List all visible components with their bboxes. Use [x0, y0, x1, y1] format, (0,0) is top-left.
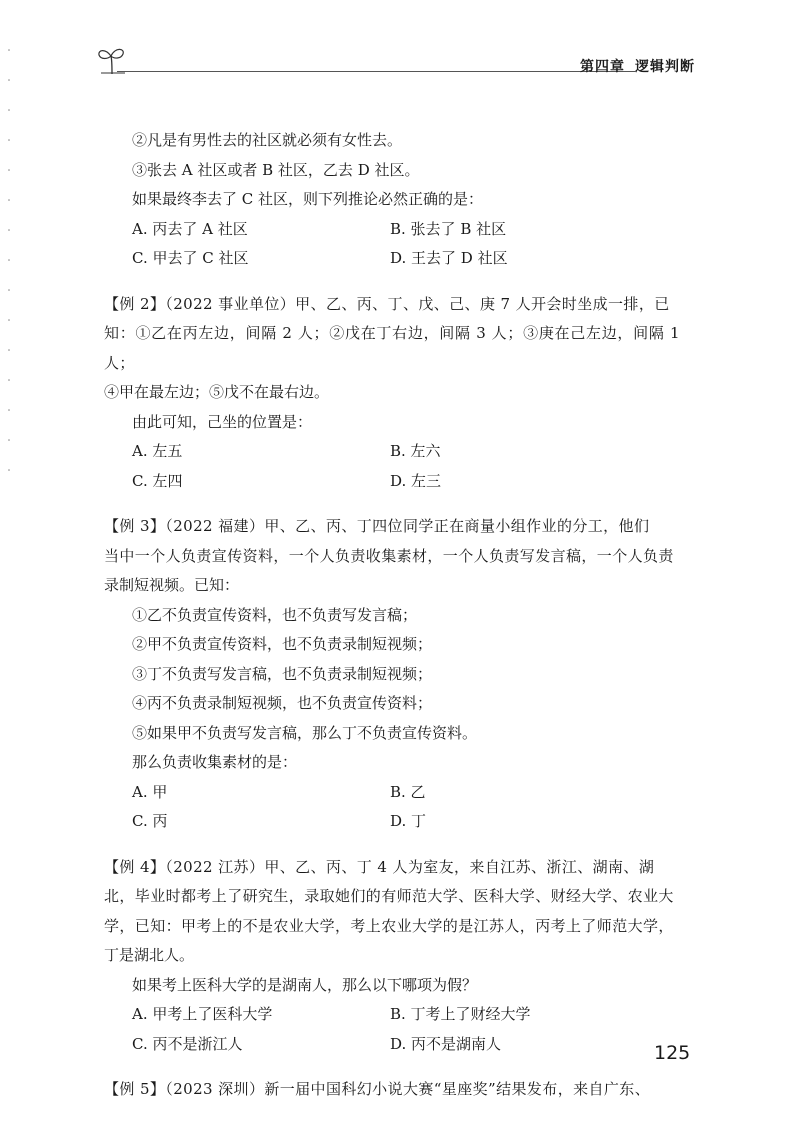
answer-options: [104, 437, 680, 496]
example-text-line: 丁是湖北人。: [104, 946, 195, 964]
example-text-line: 【例 4】（2022 江苏）甲、乙、丙、丁 4 人为室友，来自江苏、浙江、湖南、湖: [104, 857, 655, 876]
option-a: A. 甲: [132, 782, 168, 801]
option-c: C. 甲去了 C 社区: [132, 249, 249, 267]
example-5: [104, 1075, 680, 1105]
example-text-line: 北，毕业时都考上了研究生，录取她们的有师范大学、医科大学、财经大学、农业大: [104, 887, 674, 905]
example-text-line: 录制短视频。已知：: [104, 576, 240, 594]
chapter-title: [570, 56, 695, 76]
condition-line: ②甲不负责宣传资料，也不负责录制短视频；: [132, 635, 433, 653]
example-text-line: 【例 2】（2022 事业单位）甲、乙、丙、丁、戊、己、庚 7 人开会时坐成一排，已: [104, 294, 670, 313]
option-a: A. 甲考上了医科大学: [132, 1005, 273, 1023]
example-4: [104, 853, 680, 1060]
answer-options: [104, 1000, 680, 1059]
question-stem: 由此可知，己坐的位置是：: [132, 412, 313, 431]
example-text-line: 知：①乙在丙左边，间隔 2 人；②戊在丁右边，间隔 3 人；③庚在己左边，间隔 1 人；: [104, 324, 680, 372]
example-text-line: ④甲在最左边；⑤戊不在最右边。: [104, 383, 330, 401]
example-text-line: 学，已知：甲考上的不是农业大学，考上农业大学的是江苏人，丙考上了师范大学，: [104, 916, 674, 935]
condition-line: ⑤如果甲不负责写发言稿，那么丁不负责宣传资料。: [132, 723, 478, 742]
option-d: D. 王去了 D 社区: [390, 249, 508, 267]
example-2: [104, 290, 680, 497]
option-a: A. 左五: [132, 442, 183, 460]
page-body: [104, 126, 680, 1105]
question-stem: 如果考上医科大学的是湖南人，那么以下哪项为假？: [132, 975, 478, 994]
question-stem: 如果最终李去了 C 社区，则下列推论必然正确的是：: [132, 190, 484, 208]
running-header: [95, 44, 695, 76]
option-d: D. 左三: [390, 471, 442, 490]
condition-line: ④丙不负责录制短视频，也不负责宣传资料；: [132, 694, 433, 712]
option-a: A. 丙去了 A 社区: [132, 219, 248, 238]
condition-line: ③丁不负责写发言稿，也不负责录制短视频；: [132, 664, 433, 683]
option-b: B. 左六: [390, 442, 441, 460]
option-c: C. 丙: [132, 812, 168, 830]
option-b: B. 张去了 B 社区: [390, 219, 507, 238]
option-d: D. 丙不是湖南人: [390, 1034, 502, 1053]
question-stem: 那么负责收集素材的是：: [132, 753, 298, 771]
example-text-line: 当中一个人负责宣传资料，一个人负责收集素材，一个人负责写发言稿，一个人负责: [104, 546, 674, 565]
answer-options: [104, 215, 680, 274]
example-text-line: 【例 5】（2023 深圳）新一届中国科幻小说大赛“星座奖”结果发布，来自广东、: [104, 1080, 651, 1098]
header-rule: [117, 71, 635, 72]
option-b: B. 丁考上了财经大学: [390, 1005, 531, 1023]
example-3: [104, 512, 680, 837]
option-b: B. 乙: [390, 782, 426, 801]
binding-dots: [8, 40, 10, 500]
condition-line: ①乙不负责宣传资料，也不负责写发言稿；: [132, 605, 418, 624]
answer-options: [104, 778, 680, 837]
option-c: C. 左四: [132, 471, 183, 490]
option-d: D. 丁: [390, 812, 427, 830]
example-text-line: 【例 3】（2022 福建）甲、乙、丙、丁四位同学正在商量小组作业的分工，他们: [104, 517, 650, 535]
condition-line: ②凡是有男性去的社区就必须有女性去。: [132, 131, 403, 149]
chapter-number: 第四章: [580, 59, 625, 75]
chapter-section: 逻辑判断: [635, 59, 695, 75]
condition-line: ③张去 A 社区或者 B 社区，乙去 D 社区。: [132, 160, 420, 179]
option-c: C. 丙不是浙江人: [132, 1034, 243, 1053]
page-number: 125: [654, 1042, 691, 1064]
